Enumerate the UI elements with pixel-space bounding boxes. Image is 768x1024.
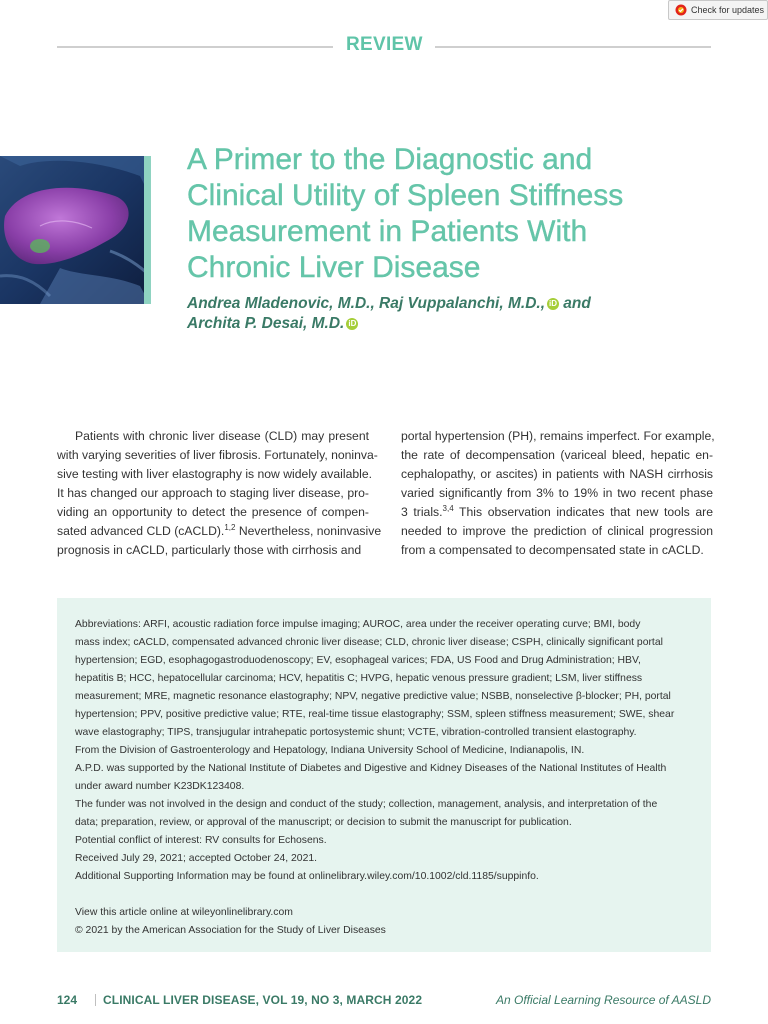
- section-label: REVIEW: [346, 34, 423, 55]
- citation-superscript[interactable]: 1,2: [224, 522, 236, 532]
- journal-citation: CLINICAL LIVER DISEASE, VOL 19, NO 3, MARCH 2022: [103, 993, 423, 1007]
- check-for-updates-label: Check for updates: [691, 5, 765, 15]
- online-info-line: View this article online at wileyonlinelibrary.com: [75, 907, 293, 918]
- abbreviation-line: hypertension; EGD, esophagogastroduodenoscopy; EV, esophageal varices; FDA, US Food and Drug Administration; HBV,: [75, 655, 641, 666]
- body-text-line: cephalopathy, or ascites) in patients with NASH cirrhosis: [401, 467, 713, 481]
- check-for-updates-badge[interactable]: [668, 0, 768, 20]
- body-text-line: needed to improve the prediction of clinical progression: [401, 524, 713, 538]
- citation-superscript[interactable]: 3,4: [442, 503, 454, 513]
- author-line-1: Andrea Mladenovic, M.D., Raj Vuppalanchi, M.D.,: [187, 295, 545, 312]
- abbreviation-line: hypertension; PPV, positive predictive value; RTE, real-time tissue elastography; SSM, spleen stiffness measurement; SWE, shear: [75, 709, 675, 720]
- page-footer: [57, 991, 711, 1009]
- footer-tagline: An Official Learning Resource of AASLD: [496, 993, 711, 1007]
- body-column-left: [57, 427, 382, 560]
- check-for-updates-icon: [675, 4, 687, 16]
- body-column-right: [401, 427, 713, 560]
- body-text-line: with varying severities of liver fibrosis. Fortunately, noninva-: [57, 448, 378, 462]
- body-text-line: 3 trials.$^{3,4}$ This observation indicates that new tools are: [401, 503, 713, 519]
- body-text-line: portal hypertension (PH), remains imperfect. For example,: [401, 429, 715, 443]
- article-info-line: The funder was not involved in the design and conduct of the study; collection, management, analysis, and interpretation of the: [75, 799, 658, 810]
- article-info-line: Received July 29, 2021; accepted October 24, 2021.: [75, 853, 318, 864]
- author-list: [187, 294, 727, 334]
- liver-illustration: [0, 156, 150, 304]
- article-title: [187, 142, 727, 286]
- section-rule-right: [435, 46, 711, 48]
- footer-divider: [95, 994, 96, 1006]
- body-text-line: sive testing with liver elastography is now widely available.: [57, 467, 372, 481]
- abbreviation-line: mass index; cACLD, compensated advanced chronic liver disease; CLD, chronic liver disease; CSPH, clinically significant portal: [75, 637, 663, 648]
- article-info-line: under award number K23DK123408.: [75, 781, 245, 792]
- online-info-line: © 2021 by the American Association for the Study of Liver Diseases: [75, 925, 386, 936]
- orcid-icon[interactable]: iD: [348, 318, 357, 328]
- article-info-line: From the Division of Gastroenterology and Hepatology, Indiana University School of Medicine, Indianapolis, IN.: [75, 745, 585, 756]
- author-and: and: [559, 295, 591, 312]
- page-number: 124: [57, 993, 78, 1007]
- abbreviation-line: Abbreviations: ARFI, acoustic radiation force impulse imaging; AUROC, area under the receiver operating curve; BMI, body: [75, 619, 641, 630]
- body-text-line: prognosis in cACLD, particularly those with cirrhosis and: [57, 543, 362, 557]
- body-text-line: from a compensated to decompensated state in cACLD.: [401, 543, 704, 557]
- body-text-line: sated advanced CLD (cACLD).$^{1,2}$ Nevertheless, noninvasive: [57, 522, 382, 538]
- article-info-line: Potential conflict of interest: RV consults for Echosens.: [75, 835, 327, 846]
- title-line: Chronic Liver Disease: [187, 251, 481, 284]
- abbreviation-line: hepatitis B; HCC, hepatocellular carcinoma; HCV, hepatitis C; HVPG, hepatic venous pressure gradient; LSM, liver stiffness: [75, 673, 643, 684]
- section-rule-left: [57, 46, 333, 48]
- body-text-line: varied significantly from 3% to 19% in two recent phase: [401, 486, 713, 500]
- body-text-line: It has changed our approach to staging liver disease, pro-: [57, 486, 369, 500]
- abbreviations-box: [57, 598, 711, 952]
- article-info-line: data; preparation, review, or approval of the manuscript; or decision to submit the manuscript for publication.: [75, 817, 572, 828]
- author-line-2: Archita P. Desai, M.D.: [187, 315, 345, 332]
- abbreviation-line: wave elastography; TIPS, transjugular intrahepatic portosystemic shunt; VCTE, vibration-controlled transient elastography.: [75, 727, 637, 738]
- body-text-line: the rate of decompensation (variceal bleed, hepatic en-: [401, 448, 713, 462]
- hero-accent-bar: [144, 156, 151, 304]
- article-info-line: A.P.D. was supported by the National Institute of Diabetes and Digestive and Kidney Diseases of the National Institutes of Health: [75, 763, 667, 774]
- orcid-icon[interactable]: iD: [549, 298, 557, 308]
- title-line: A Primer to the Diagnostic and: [187, 143, 593, 176]
- body-text-line: viding an opportunity to detect the presence of compen-: [57, 505, 369, 519]
- abbreviation-line: measurement; MRE, magnetic resonance elastography; NPV, negative predictive value; NSBB, nonselective β-blocker; PH, portal: [75, 691, 671, 702]
- box-spacer: [75, 886, 693, 904]
- article-info-line: Additional Supporting Information may be found at onlinelibrary.wiley.com/10.1002/cld.1185/suppinfo.: [75, 871, 539, 882]
- title-line: Measurement in Patients With: [187, 215, 588, 248]
- body-text-line: Patients with chronic liver disease (CLD) may present: [75, 429, 369, 443]
- title-line: Clinical Utility of Spleen Stiffness: [187, 179, 624, 212]
